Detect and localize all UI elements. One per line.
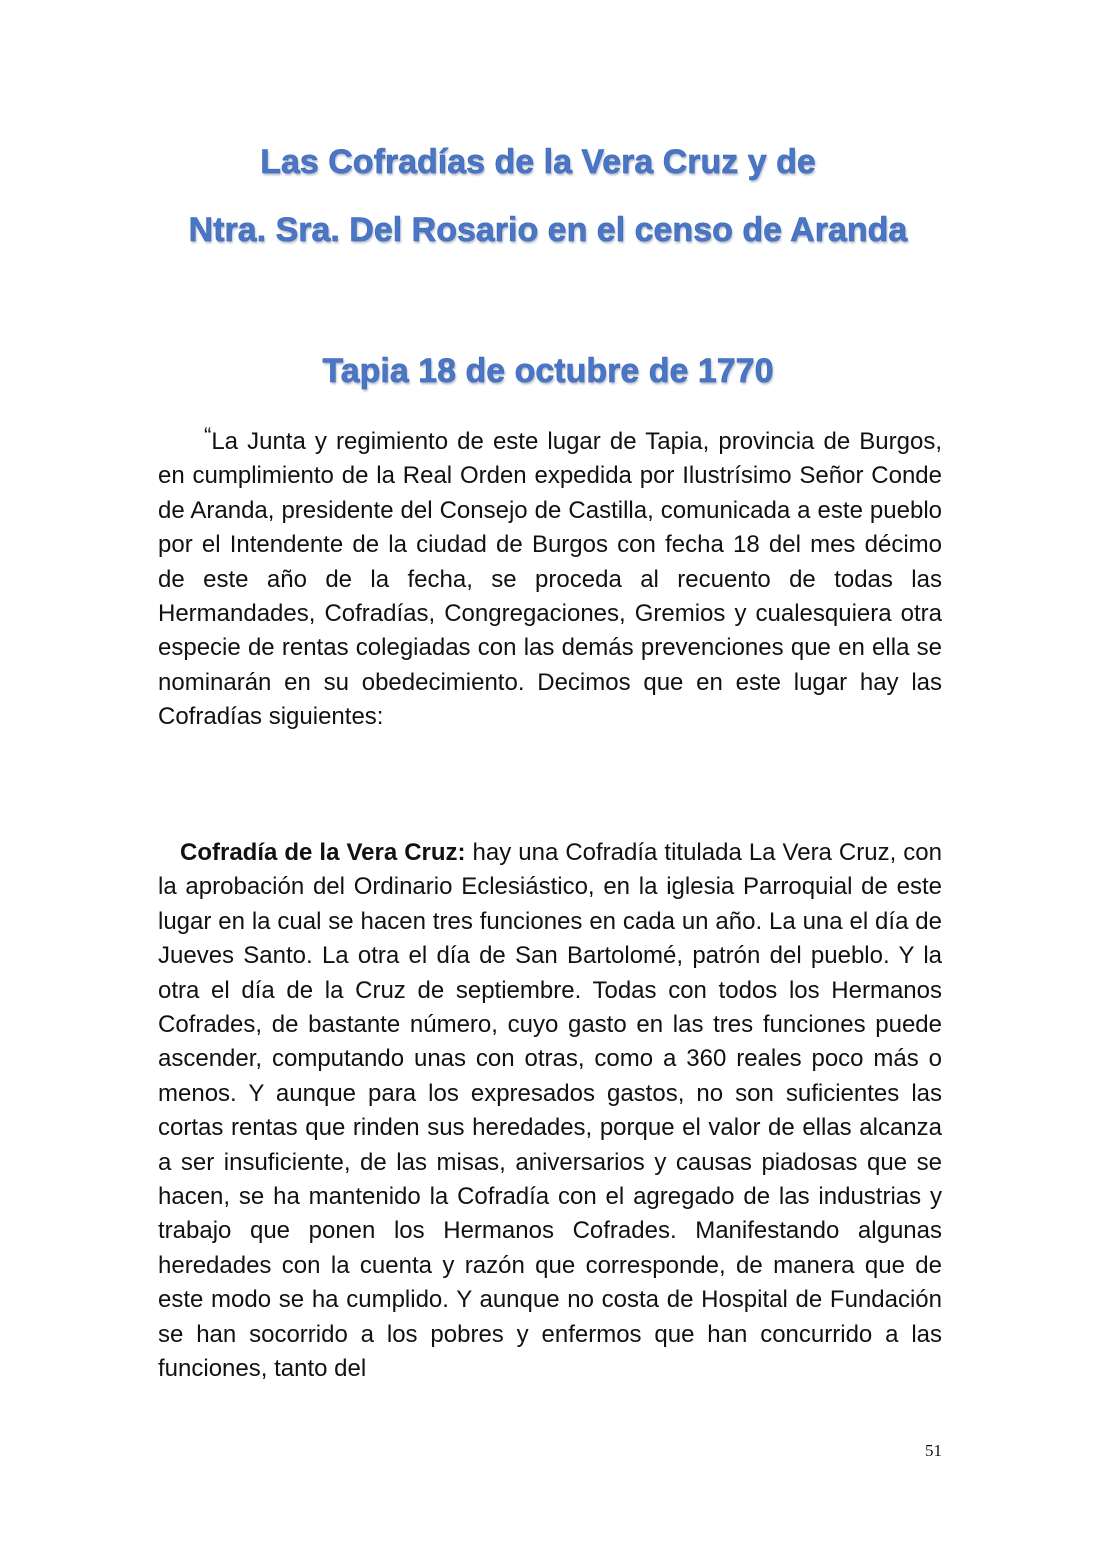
paragraph-intro-text: La Junta y regimiento de este lugar de Tapia, provincia de Burgos, en cumplimiento de la Real Orden expedida por Ilustrísimo Señor Conde de Aranda, presidente del Consejo de Castilla, comunicada a este pueblo por el Intendente de la ciudad de Burgos con fecha 18 del mes décimo de este año de la fecha, se proceda al recuento de todas las Hermandades, Cofradías, Congregaciones, Gremios y cualesquiera otra especie de rentas colegiadas con las demás prevenciones que en ella se nominarán en su obedecimiento. Decimos que en este lugar hay las Cofradías siguientes: bbox=[158, 428, 942, 731]
paragraph-vera-cruz bbox=[158, 836, 942, 1387]
document-subtitle: Tapia 18 de octubre de 1770 bbox=[322, 352, 774, 390]
document-title-line-1: Las Cofradías de la Vera Cruz y de bbox=[260, 143, 816, 181]
opening-quote: “ bbox=[204, 423, 212, 448]
paragraph-intro bbox=[158, 419, 942, 735]
paragraph-vera-cruz-text: hay una Cofradía titulada La Vera Cruz, con la aprobación del Ordinario Eclesiástico, en la iglesia Parroquial de este lugar en la cual se hacen tres funciones en cada un año. La una el día de Jueves Santo. La otra el día de San Bartolomé, patrón del pueblo. Y la otra el día de la Cruz de septiembre. Todas con todos los Hermanos Cofrades, de bastante número, cuyo gasto en las tres funciones puede ascender, computando unas con otras, como a 360 reales poco más o menos. Y aunque para los expresados gastos, no son suficientes las cortas rentas que rinden sus heredades, porque el valor de ellas alcanza a ser insuficiente, de las misas, aniversarios y causas piadosas que se hacen, se ha mantenido la Cofradía con el agregado de las industrias y trabajo que ponen los Hermanos Cofrades. Manifestando algunas heredades con la cuenta y razón que corresponde, de manera que de este modo se ha cumplido. Y aunque no costa de Hospital de Fundación se han socorrido a los pobres y enfermos que han concurrido a las funciones, tanto del bbox=[158, 839, 942, 1383]
page-number: 51 bbox=[925, 1441, 942, 1460]
paragraph-heading: Cofradía de la Vera Cruz: bbox=[180, 839, 466, 866]
document-title-line-2: Ntra. Sra. Del Rosario en el censo de Aranda bbox=[188, 211, 908, 249]
